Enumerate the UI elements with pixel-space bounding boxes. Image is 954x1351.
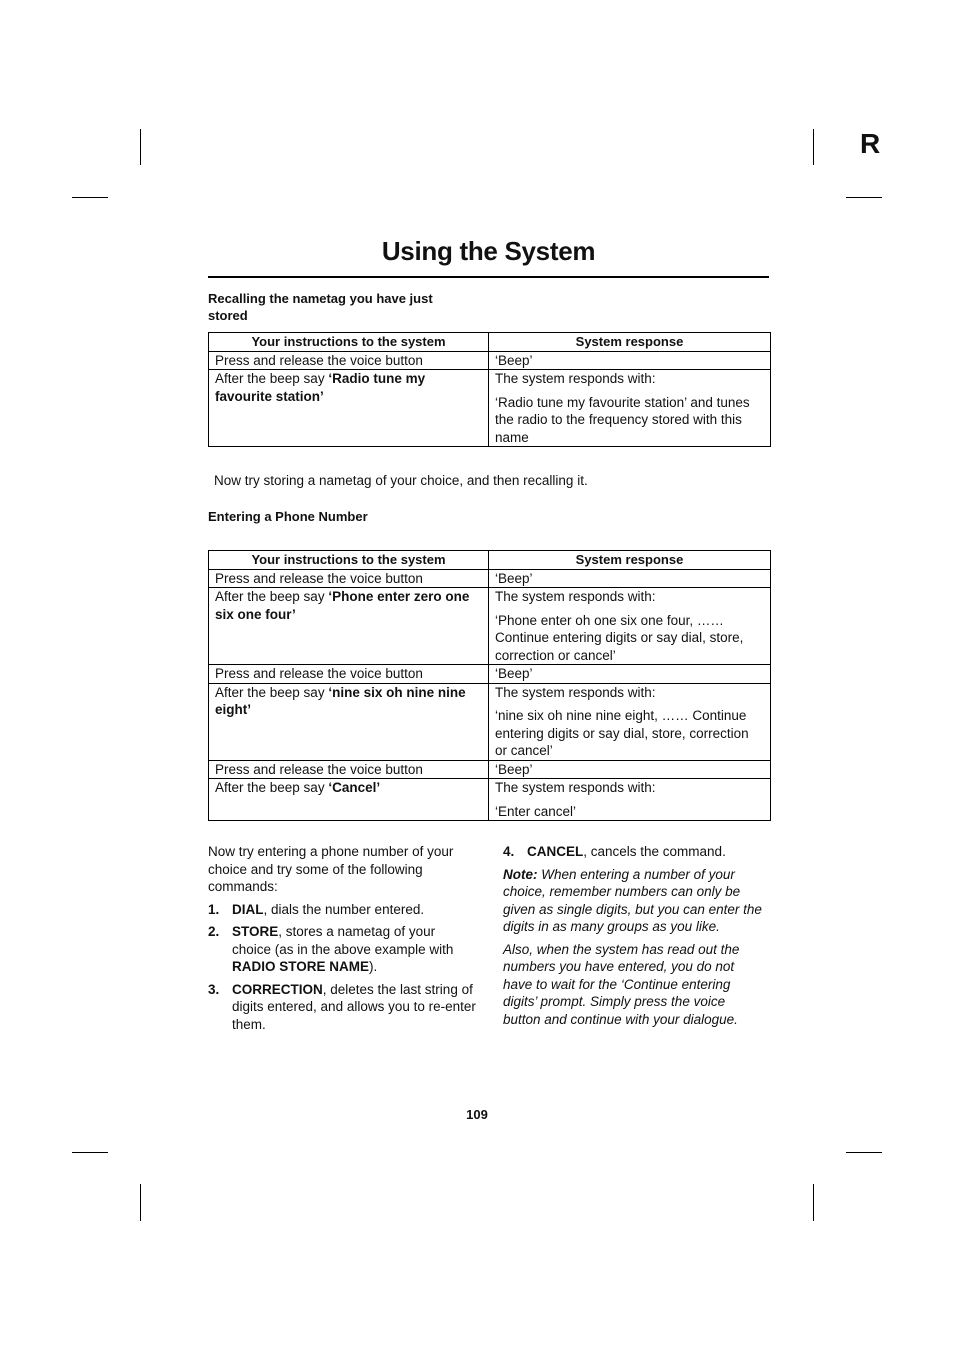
section-heading-phone-number: Entering a Phone Number <box>208 509 368 524</box>
column-header-response: System response <box>489 551 771 570</box>
list-item: 3. CORRECTION, deletes the last string of digits entered, and allows you to re-enter them. <box>208 981 476 1032</box>
crop-mark-top-left-vertical <box>140 129 141 165</box>
crop-mark-top-left-horizontal <box>72 197 108 198</box>
instruction-cell: Press and release the voice button <box>209 351 489 370</box>
table-row <box>209 588 771 665</box>
column-header-instructions: Your instructions to the system <box>209 333 489 352</box>
response-cell: ‘Beep’ <box>489 760 771 779</box>
crop-mark-bottom-left-horizontal <box>72 1152 108 1153</box>
commands-intro: Now try entering a phone number of your choice and try some of the following commands: <box>208 844 454 894</box>
column-header-response: System response <box>489 333 771 352</box>
response-cell: ‘Beep’ <box>489 665 771 684</box>
response-cell: ‘Beep’ <box>489 569 771 588</box>
crop-mark-top-right-vertical <box>813 129 814 165</box>
table-row <box>209 760 771 779</box>
crop-mark-bottom-right-vertical <box>813 1184 814 1221</box>
table-row <box>209 683 771 760</box>
body-text: Now try storing a nametag of your choice, and then recalling it. <box>214 473 588 488</box>
commands-right-column <box>503 843 765 1028</box>
instruction-cell: After the beep say ‘Phone enter zero one six one four’ <box>209 588 489 665</box>
response-cell: ‘Beep’ <box>489 351 771 370</box>
list-item: 2. STORE, stores a nametag of your choice (as in the above example with RADIO STORE NAME). <box>208 924 454 974</box>
response-cell: The system responds with: ‘Radio tune my favourite station’ and tunes the radio to the frequency stored with this name <box>489 370 771 447</box>
list-item: 1. DIAL, dials the number entered. <box>208 901 425 917</box>
response-cell: The system responds with: ‘nine six oh nine nine eight, …… Continue entering digits or say dial, store, correction or cancel’ <box>489 683 771 760</box>
list-item: 4. CANCEL, cancels the command. <box>503 844 726 859</box>
instructions-table-phone <box>208 550 771 821</box>
instruction-cell: Press and release the voice button <box>209 665 489 684</box>
page-title: Using the System <box>381 236 596 266</box>
instruction-cell: After the beep say ‘nine six oh nine nine eight’ <box>209 683 489 760</box>
crop-mark-bottom-left-vertical <box>140 1184 141 1221</box>
table-row <box>209 370 771 447</box>
table-row <box>209 351 771 370</box>
instruction-cell: After the beep say ‘Radio tune my favourite station’ <box>209 370 489 447</box>
crop-mark-top-right-horizontal <box>846 197 882 198</box>
section-tab-letter: R <box>860 128 881 159</box>
note-paragraph: Note: When entering a number of your choice, remember numbers can only be given as single digits, but you can enter the digits in as many groups as you like. <box>503 866 762 934</box>
commands-left-column <box>208 843 476 1033</box>
instruction-cell: After the beep say ‘Cancel’ <box>209 779 489 821</box>
instruction-cell: Press and release the voice button <box>209 760 489 779</box>
table-row <box>209 569 771 588</box>
instructions-table-recalling <box>208 332 771 447</box>
response-cell: The system responds with: ‘Enter cancel’ <box>489 779 771 821</box>
title-rule <box>208 276 769 278</box>
note-paragraph: Also, when the system has read out the numbers you have entered, you do not have to wait for the ‘Continue entering digits’ prompt. Simply press the voice button and continue with your dialogue. <box>503 941 740 1027</box>
table-row <box>209 779 771 821</box>
instruction-cell: Press and release the voice button <box>209 569 489 588</box>
page-number: 109 <box>466 1107 488 1122</box>
table-row <box>209 665 771 684</box>
crop-mark-bottom-right-horizontal <box>846 1152 882 1153</box>
response-cell: The system responds with: ‘Phone enter oh one six one four, …… Continue entering digits or say dial, store, correction or cancel’ <box>489 588 771 665</box>
section-heading-recalling: Recalling the nametag you have just stored <box>208 291 433 323</box>
column-header-instructions: Your instructions to the system <box>209 551 489 570</box>
